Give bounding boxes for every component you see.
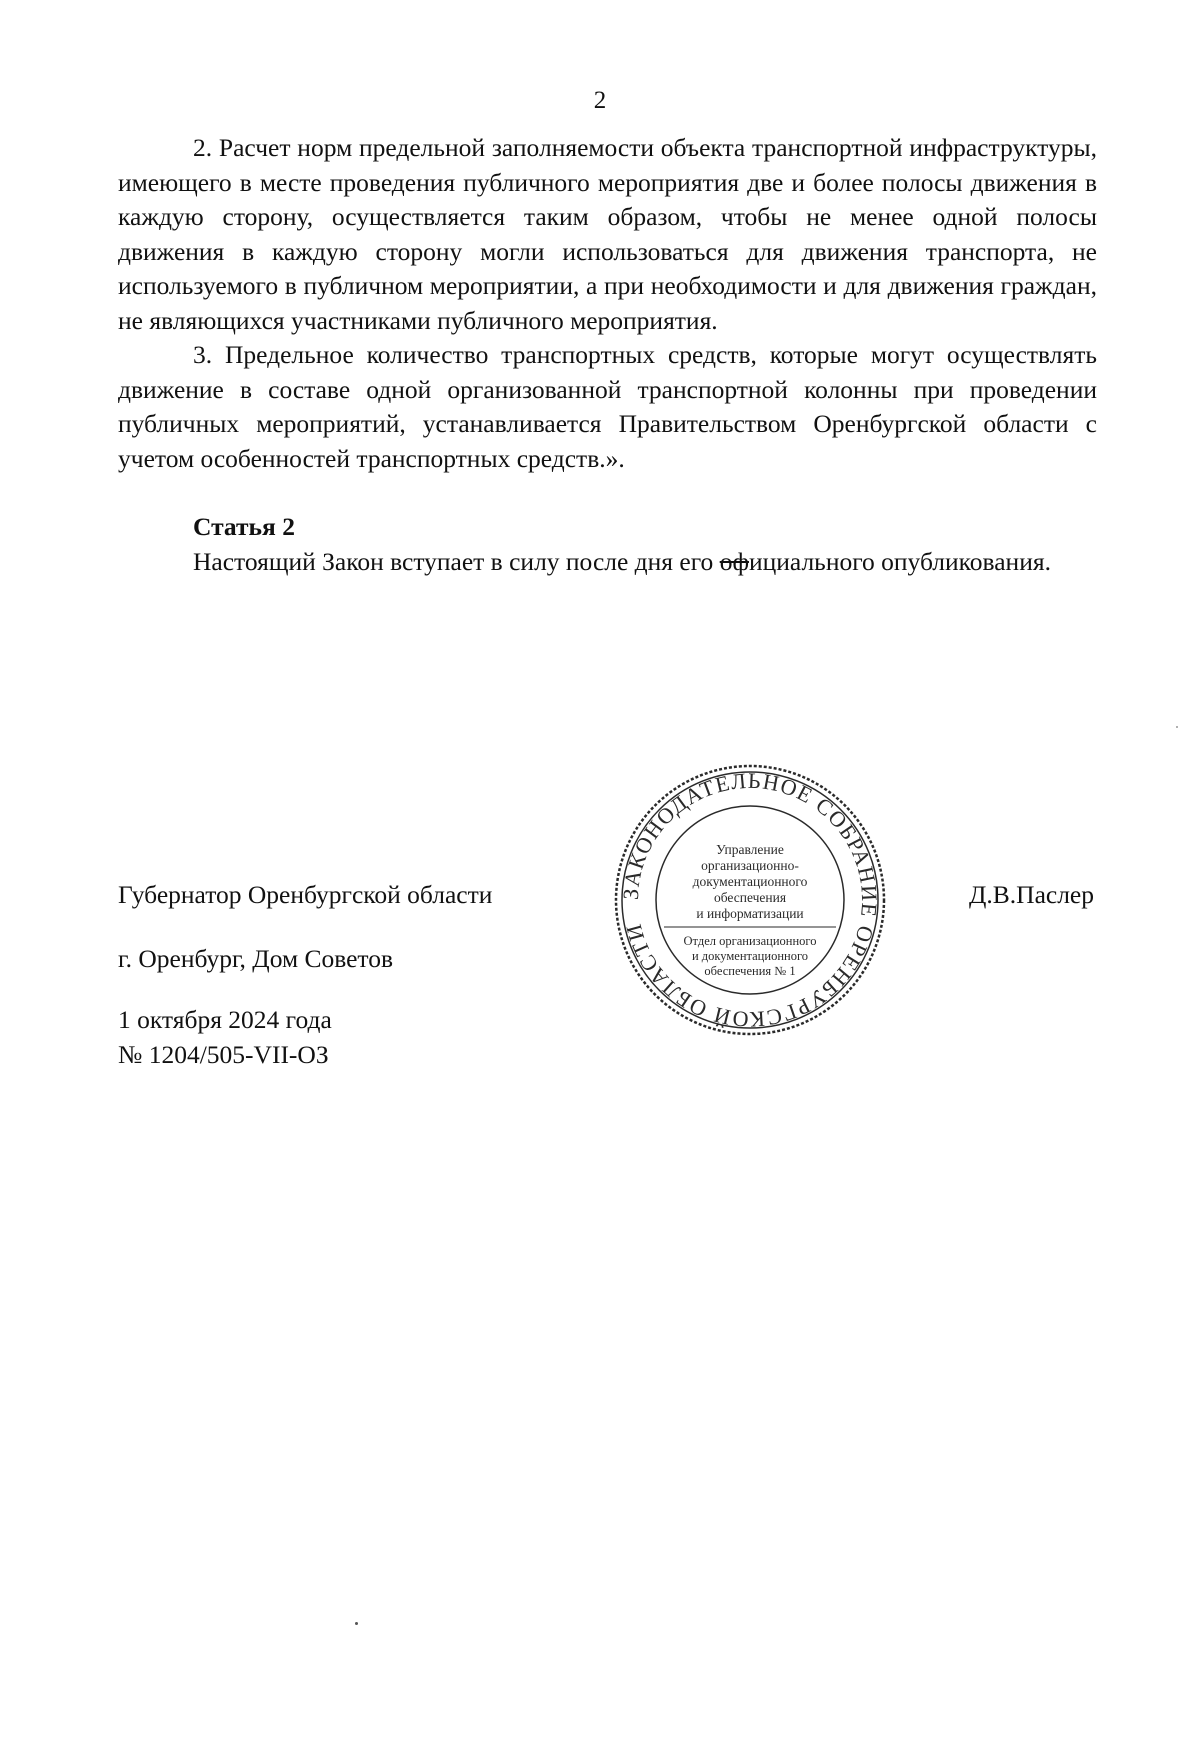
law-number: № 1204/505-VII-ОЗ	[118, 1040, 329, 1069]
seal-ring-text: ЗАКОНОДАТЕЛЬНОЕ СОБРАНИЕ ОРЕНБУРГСКОЙ ОБЛАСТИ	[617, 767, 883, 1033]
article-2-title: Статья 2	[193, 512, 295, 541]
seal-dept-line-3: обеспечения № 1	[704, 964, 796, 978]
page-number: 2	[593, 87, 607, 114]
governor-title: Губернатор Оренбургской области	[118, 880, 493, 909]
paragraph-2: 2. Расчет норм предельной заполняемости объекта транспортной инфраструктуры, имеющего в месте проведения публичного мероприятия две и более полосы движения в каждую сторону, осуществляется таким образом, чтобы не менее одной полосы движения в каждую сторону могли использоваться для движения транспорта, не используемого в публичном мероприятии, а при необходимости и для движения граждан, не являющихся участниками публичного мероприятия.	[118, 133, 1097, 335]
document-body	[118, 131, 1097, 579]
seal-dept-line-2: и документационного	[691, 949, 809, 963]
article-2-text-after: циального опубликования.	[762, 546, 1051, 576]
scan-speck	[1176, 726, 1178, 728]
scan-speck	[355, 1622, 358, 1625]
article-2-text-before: Настоящий Закон вступает в силу после дня его	[193, 546, 720, 576]
seal-inner-line-1: Управление	[716, 842, 784, 857]
seal-inner-line-4: обеспечения	[713, 890, 787, 905]
governor-name: Д.В.Паслер	[969, 880, 1094, 909]
article-2-struck-letters: оф	[719, 546, 749, 576]
signing-place: г. Оренбург, Дом Советов	[118, 944, 394, 973]
seal-inner-line-2: организационно-	[701, 858, 799, 873]
seal-inner-line-3: документационного	[692, 874, 808, 889]
signing-date: 1 октября 2024 года	[118, 1005, 332, 1034]
article-2-correction: и	[748, 546, 763, 576]
seal-dept-line-1: Отдел организационного	[683, 934, 817, 948]
official-seal	[612, 762, 888, 1038]
seal-inner-line-5: и информатизации	[696, 906, 804, 921]
paragraph-3: 3. Предельное количество транспортных средств, которые могут осуществлять движение в составе одной организованной транспортной колонны при проведении публичных мероприятий, устанавливается Правительством Оренбургской области с учетом особенностей транспортных средств.».	[118, 340, 1097, 473]
article-2-text	[118, 545, 1097, 580]
